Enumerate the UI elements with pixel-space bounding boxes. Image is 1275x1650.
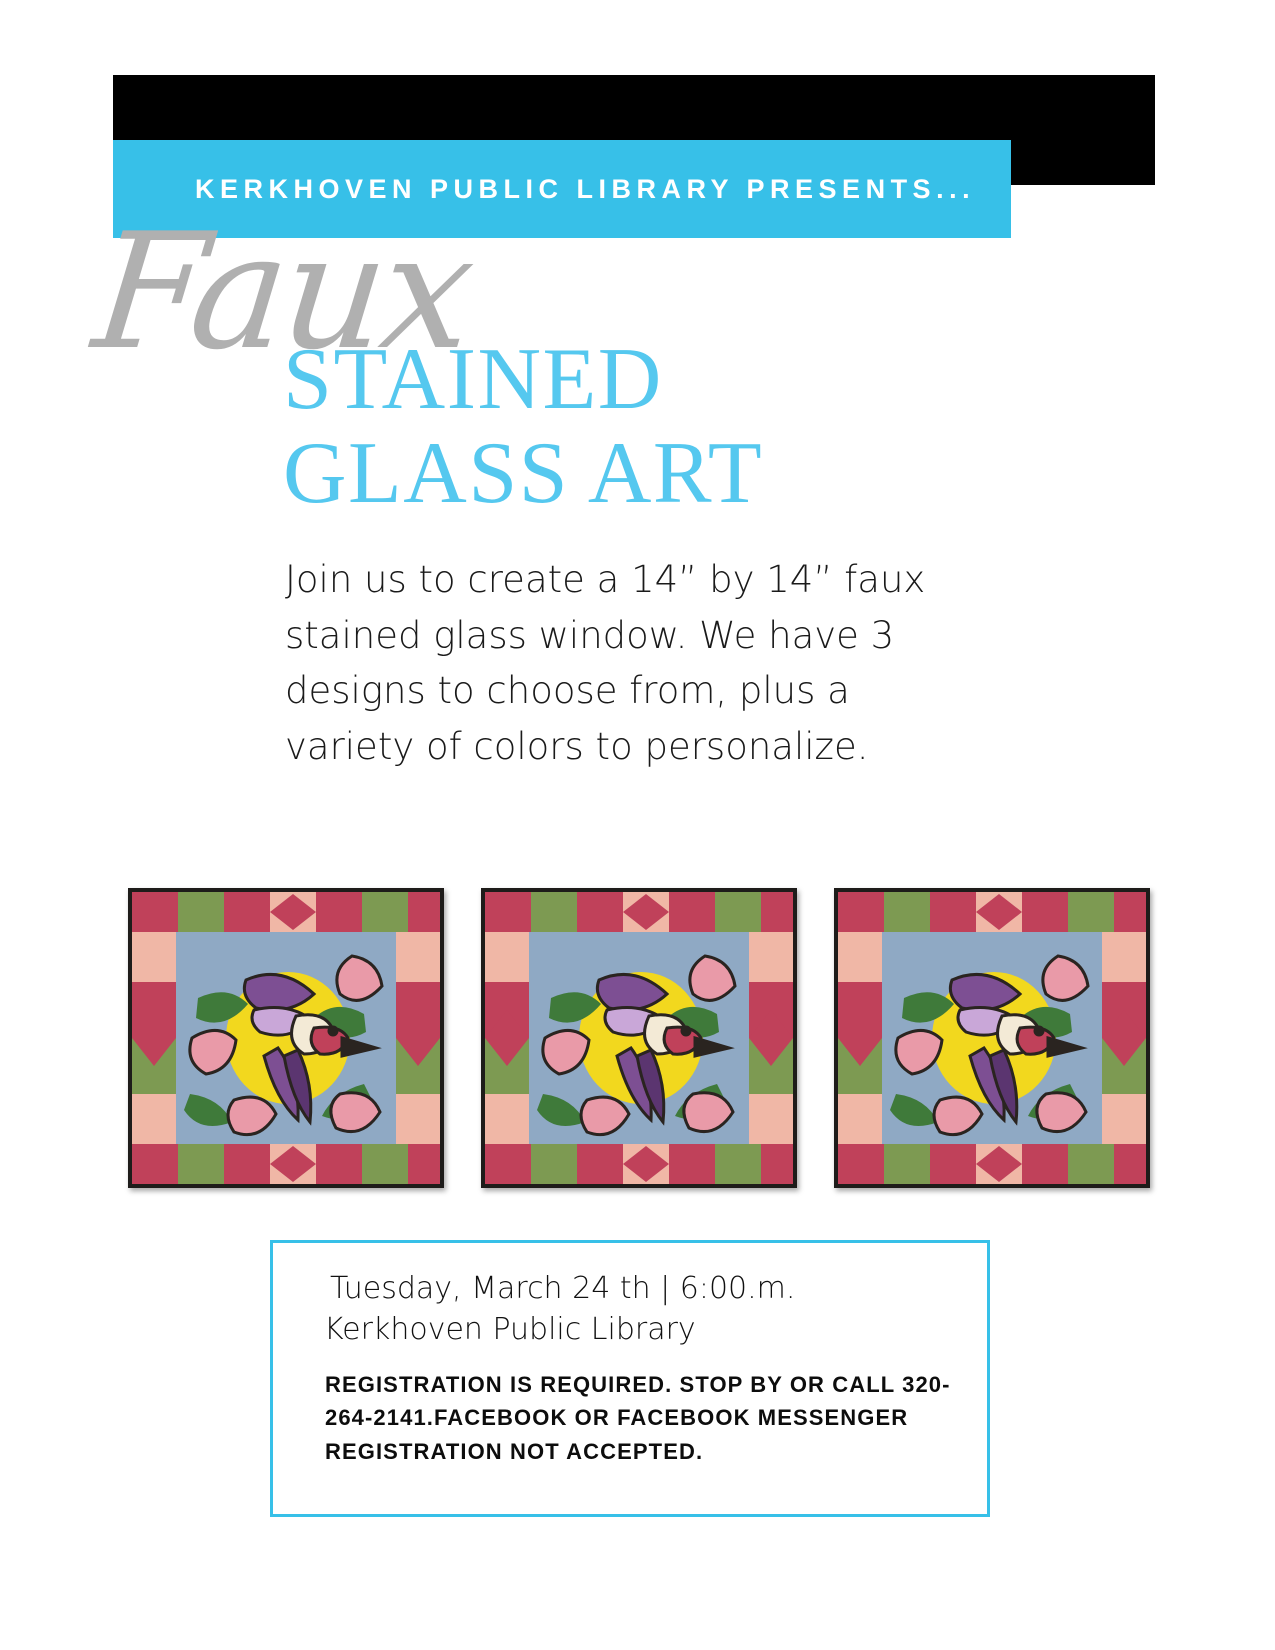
event-datetime	[324, 1269, 796, 1350]
registration-note: REGISTRATION IS REQUIRED. STOP BY OR CALL 320-264-2141.FACEBOOK OR FACEBOOK MESSENGER REGISTRATION NOT ACCEPTED.	[325, 1372, 951, 1464]
artwork-row	[128, 888, 1150, 1188]
presents-label: KERKHOVEN PUBLIC LIBRARY PRESENTS...	[195, 173, 976, 204]
title-line-2: GLASS ART	[283, 425, 764, 523]
stained-glass-panel	[834, 888, 1150, 1188]
title-script-word: Faux	[86, 198, 479, 385]
stained-glass-panel	[128, 888, 444, 1188]
title-line-1: STAINED	[283, 331, 663, 428]
event-location-text: Kerkhoven Public Library	[324, 1311, 696, 1347]
stained-glass-panel	[481, 888, 797, 1188]
event-details-box	[270, 1240, 990, 1517]
description-paragraph: Join us to create a 14” by 14” faux stained glass window. We have 3 designs to choose from, plus a variety of colors to personalize.	[285, 558, 926, 768]
event-date-time-text: Tuesday, March 24 th | 6:00.m.	[330, 1271, 796, 1306]
